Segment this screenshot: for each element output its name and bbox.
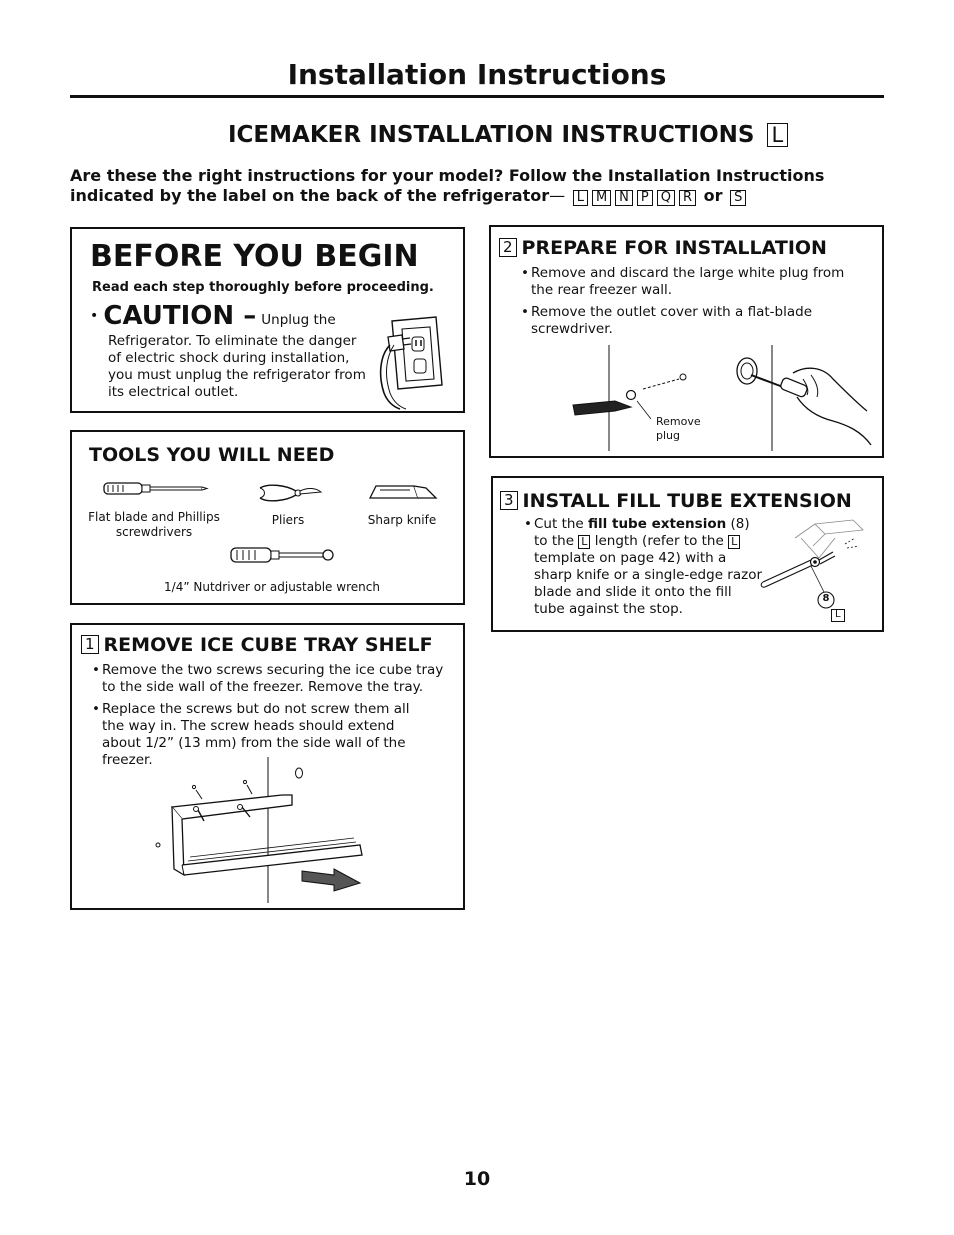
model-badge: Q <box>657 190 675 206</box>
model-badge: P <box>637 190 653 206</box>
fill-tube-illustration <box>755 516 875 606</box>
bullet-dot: • <box>92 662 100 678</box>
caution-line <box>90 301 336 331</box>
page-number: 10 <box>463 1168 491 1190</box>
step3-number: 3 <box>500 491 518 510</box>
model-code-badge: L <box>728 535 740 549</box>
model-code-badge: L <box>578 535 590 549</box>
model-badge: L <box>573 190 588 206</box>
before-you-begin-panel <box>70 227 465 413</box>
step1-title: REMOVE ICE CUBE TRAY SHELF <box>103 634 433 656</box>
bullet-dot: • <box>521 265 529 281</box>
step2-title: PREPARE FOR INSTALLATION <box>521 237 827 259</box>
step2-bullet <box>521 265 853 299</box>
caution-text: Refrigerator. To eliminate the danger of electric shock during installation, you must unplug the refrigerator from its electrical outlet. <box>108 333 366 400</box>
bullet-dot: • <box>524 516 532 532</box>
step2-number: 2 <box>499 238 517 257</box>
step2-bullet-text: Remove the outlet cover with a flat-blade screwdriver. <box>531 304 812 337</box>
step3-title: INSTALL FILL TUBE EXTENSION <box>522 490 852 512</box>
title-divider <box>70 95 884 98</box>
step3-bullet <box>524 516 766 618</box>
step2-bullet-text: Remove and discard the large white plug from the rear freezer wall. <box>531 265 845 298</box>
page-title: Installation Instructions <box>287 58 667 91</box>
part-number: 8 <box>822 593 830 604</box>
wrench-caption: 1/4” Nutdriver or adjustable wrench <box>164 580 380 594</box>
knife-icon <box>366 482 438 502</box>
tray-shelf-illustration <box>152 757 372 905</box>
bullet-dot: • <box>92 701 100 717</box>
step1-bullet-text: Replace the screws but do not screw them all the way in. The screw heads should extend about 1/2” (13 mm) from the side wall of the freezer. <box>102 701 410 768</box>
caution-label: CAUTION – <box>103 301 257 331</box>
step1-number: 1 <box>81 635 99 654</box>
step1-panel <box>70 623 465 910</box>
step3-fill-tube-bold: fill tube extension <box>588 516 727 532</box>
intro-dash: — <box>549 186 566 205</box>
step1-bullet-text: Remove the two screws securing the ice cube tray to the side wall of the freezer. Remove the tray. <box>102 662 444 695</box>
screwdriver-icon <box>100 480 210 498</box>
remove-plug-callout: Remove plug <box>656 415 701 442</box>
step3-heading <box>500 490 852 512</box>
step2-panel <box>489 225 884 458</box>
knife-caption: Sharp knife <box>367 513 437 527</box>
remove-plug-illustration <box>571 345 881 453</box>
caution-lead: Unplug the <box>261 312 336 328</box>
screwdrivers-caption: Flat blade and Phillips screwdrivers <box>88 510 220 539</box>
caution-bullet: • <box>90 308 99 324</box>
before-title: BEFORE YOU BEGIN <box>90 239 419 274</box>
step1-heading <box>81 634 433 656</box>
outlet-unplug-icon <box>380 315 450 411</box>
model-code-badge: L <box>767 123 789 147</box>
step3-text-d: template on page 42) with a sharp knife or a single-edge razor blade and slide it onto the fill tube against the stop. <box>534 550 763 617</box>
part-code-badge: L <box>831 609 845 622</box>
bullet-dot: • <box>521 304 529 320</box>
step3-text-a: Cut the <box>534 516 584 532</box>
model-badge: S <box>730 190 746 206</box>
model-badge: R <box>679 190 696 206</box>
step2-heading <box>499 237 827 259</box>
intro-text: Are these the right instructions for your model? Follow the Installation Instructions indicated by the label on the back of the refrigerator <box>70 166 825 205</box>
model-badge: N <box>615 190 633 206</box>
pliers-icon <box>258 482 324 504</box>
step1-bullet <box>92 662 450 696</box>
intro-paragraph <box>70 166 890 206</box>
pliers-caption: Pliers <box>271 513 305 527</box>
step2-bullet <box>521 304 853 338</box>
before-subtitle: Read each step thoroughly before proceeding. <box>92 280 434 295</box>
tools-panel <box>70 430 465 605</box>
tools-title: TOOLS YOU WILL NEED <box>89 444 335 466</box>
step3-text-b: (8) to the <box>534 516 750 549</box>
section-title-text: ICEMAKER INSTALLATION INSTRUCTIONS <box>228 122 755 148</box>
intro-or: or <box>703 186 723 205</box>
model-badge: M <box>592 190 611 206</box>
section-title <box>228 122 788 148</box>
step3-text-c: length (refer to the <box>594 533 724 549</box>
step3-panel <box>491 476 884 632</box>
nutdriver-icon <box>228 545 338 567</box>
